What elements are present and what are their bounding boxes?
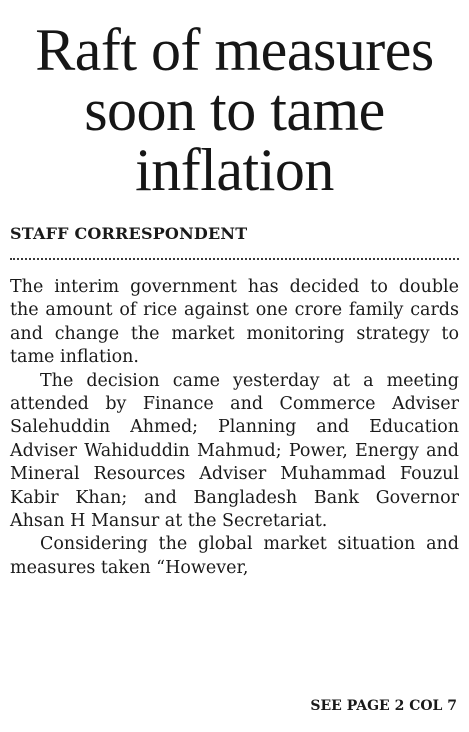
article-body xyxy=(10,276,459,580)
headline-line-2: soon to tame xyxy=(84,77,385,143)
continuation-link[interactable]: SEE PAGE 2 COL 7 xyxy=(310,698,457,714)
headline-line-1: Raft of measures xyxy=(35,17,434,83)
byline: STAFF CORRESPONDENT xyxy=(10,224,248,243)
paragraph-1: The interim government has decided to double the amount of rice against one crore family cards and change the market monitoring strategy to tame inflation. xyxy=(10,277,459,368)
paragraph-3: Considering the global market situation and measures taken “However, xyxy=(10,534,459,578)
dotted-divider xyxy=(10,258,459,260)
paragraph-2: The decision came yesterday at a meeting attended by Finance and Commerce Adviser Salehuddin Ahmed; Planning and Education Adviser Wahiduddin Mahmud; Power, Energy and Mineral Resources Adviser Muhammad Fouzul Kabir Khan; and Bangladesh Bank Governor Ahsan H Mansur at the Secretariat. xyxy=(10,370,459,532)
headline-line-3: inflation xyxy=(135,137,334,203)
headline xyxy=(0,17,469,203)
